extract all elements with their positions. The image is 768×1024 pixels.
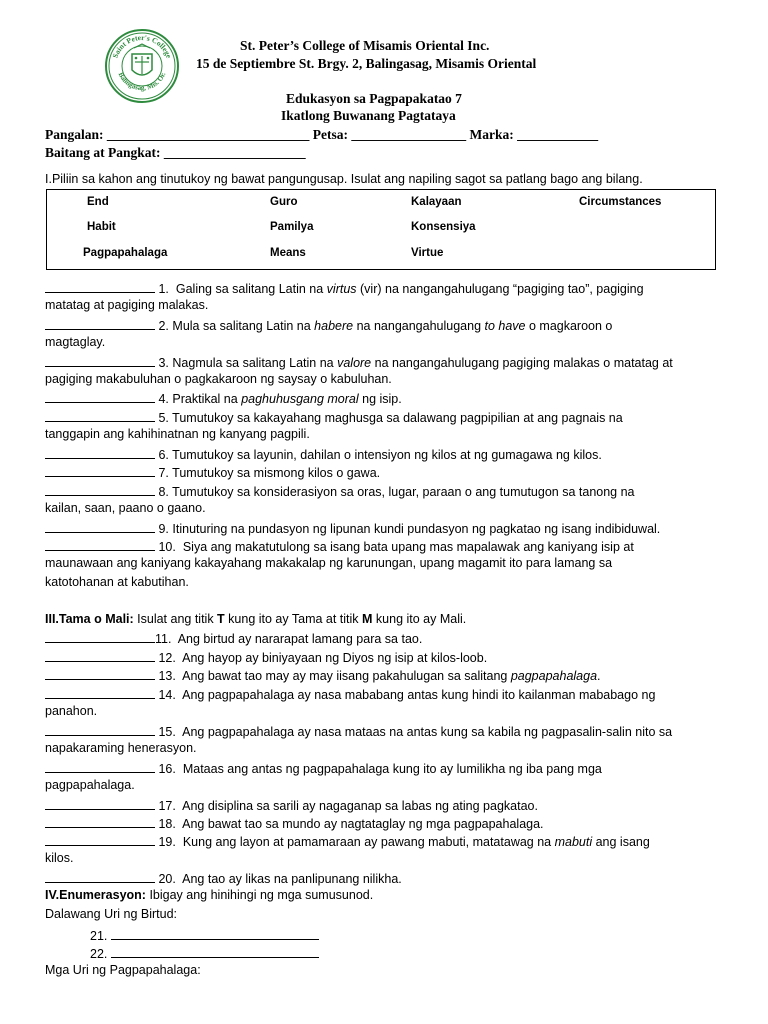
question-text: Itinuturing na pundasyon ng lipunan kundi pundasyon ng pagkatao ng isang indibiduwal. xyxy=(172,522,661,536)
question-15-cont: napakaraming henerasyon. xyxy=(45,741,197,755)
question-text: . xyxy=(597,669,601,683)
question-14-cont: panahon. xyxy=(45,704,98,718)
answer-blank-12[interactable] xyxy=(45,649,155,662)
question-8 xyxy=(45,483,635,499)
italic-term: habere xyxy=(314,319,354,333)
question-text: Kung ang layon at pamamaraan ay pawang mabuti, matatawag na xyxy=(182,835,555,849)
italic-term: valore xyxy=(337,356,372,370)
question-text: Ang hayop ay biniyayaan ng Diyos ng isip at kilos-loob. xyxy=(182,651,488,665)
question-number: 13. xyxy=(158,669,176,683)
score-field[interactable]: ____________ xyxy=(517,127,599,142)
choice-pagpapahalaga: Pagpapahalaga xyxy=(83,247,168,259)
question-number: 15. xyxy=(158,725,176,739)
answer-blank-10[interactable] xyxy=(45,538,155,551)
question-text: Ang bawat tao may ay may iisang pakahulugan sa salitang xyxy=(182,669,511,683)
answer-blank-16[interactable] xyxy=(45,760,155,773)
instruction-text: kung ito ay Mali. xyxy=(372,612,467,626)
italic-term: to have xyxy=(484,319,526,333)
question-18 xyxy=(45,815,544,831)
question-text: Ang pagpapahalaga ay nasa mababang antas kung hindi ito kailanman mababago ng xyxy=(182,688,656,702)
question-text: Ang bawat tao sa mundo ay nagtataglay ng mga pagpapahalaga. xyxy=(182,817,544,831)
question-5-cont: tanggapin ang kahihinatnan ng kanyang pagpili. xyxy=(45,427,310,441)
student-info-row xyxy=(45,127,598,143)
question-7 xyxy=(45,464,380,480)
answer-blank-22[interactable] xyxy=(111,945,319,958)
question-19-cont: kilos. xyxy=(45,851,74,865)
answer-blank-3[interactable] xyxy=(45,354,155,367)
question-text: (vir) na nangangahulugang “pagiging tao”, pagiging xyxy=(356,282,644,296)
answer-blank-9[interactable] xyxy=(45,520,155,533)
answer-blank-11[interactable] xyxy=(45,630,155,643)
question-text: Mula sa salitang Latin na xyxy=(172,319,315,333)
choice-means: Means xyxy=(270,247,306,259)
question-text: Ang pagpapahalaga ay nasa mataas na antas kung sa kabila ng pagpasalin-salin nito sa xyxy=(182,725,673,739)
section-title: IV.Enumerasyon: xyxy=(45,888,146,902)
question-17 xyxy=(45,797,538,813)
section-title: III.Tama o Mali: xyxy=(45,612,134,626)
date-field[interactable]: _________________ xyxy=(351,127,467,142)
question-text: Siya ang makatutulong sa isang bata upang mas mapalawak ang kaniyang isip at xyxy=(182,540,634,554)
question-text: Tumutukoy sa kakayahang maghusga sa dalawang pagpipilian at ang pagnais na xyxy=(172,411,623,425)
question-4 xyxy=(45,390,402,406)
enum-item-21 xyxy=(90,927,319,943)
question-number: 4. xyxy=(158,392,169,406)
date-label: Petsa: xyxy=(312,127,348,142)
choice-pamilya: Pamilya xyxy=(270,221,314,233)
question-12 xyxy=(45,649,487,665)
item-number: 22. xyxy=(90,947,108,961)
italic-term: paghuhusgang moral xyxy=(241,392,359,406)
instruction-text: Ibigay ang hinihingi ng mga sumusunod. xyxy=(145,888,374,902)
question-10-cont2: katotohanan at kabutihan. xyxy=(45,575,189,589)
question-number: 10. xyxy=(158,540,176,554)
school-name: St. Peter’s College of Misamis Oriental Inc. xyxy=(240,38,490,53)
answer-blank-19[interactable] xyxy=(45,833,155,846)
question-number: 2. xyxy=(158,319,169,333)
question-text: Tumutukoy sa konsiderasiyon sa oras, lugar, paraan o ang tumutugon sa tanong na xyxy=(172,485,635,499)
question-text: Nagmula sa salitang Latin na xyxy=(172,356,338,370)
question-20 xyxy=(45,870,402,886)
question-number: 6. xyxy=(158,448,169,462)
question-2-cont: magtaglay. xyxy=(45,335,106,349)
question-5 xyxy=(45,409,623,425)
question-text: na nangangahulugang xyxy=(353,319,485,333)
grade-info-row xyxy=(45,145,306,161)
question-text: Praktikal na xyxy=(172,392,242,406)
answer-blank-13[interactable] xyxy=(45,667,155,680)
italic-term: virtus xyxy=(326,282,357,296)
choice-habit: Habit xyxy=(87,221,116,233)
question-number: 8. xyxy=(158,485,169,499)
question-number: 14. xyxy=(158,688,176,702)
question-number: 7. xyxy=(158,466,169,480)
score-label: Marka: xyxy=(469,127,514,142)
answer-blank-15[interactable] xyxy=(45,723,155,736)
question-3-cont: pagiging makabuluhan o pagkakaroon ng saysay o kabuluhan. xyxy=(45,372,392,386)
question-number: 12. xyxy=(158,651,176,665)
question-text: o magkaroon o xyxy=(525,319,613,333)
name-field[interactable]: ______________________________ xyxy=(106,127,310,142)
part3-heading xyxy=(45,612,466,626)
choice-virtue: Virtue xyxy=(411,247,444,259)
question-text: Mataas ang antas ng pagpapahalaga kung ito ay lumilikha ng iba pang mga xyxy=(182,762,602,776)
answer-blank-1[interactable] xyxy=(45,280,155,293)
choice-konsensiya: Konsensiya xyxy=(411,221,476,233)
question-10 xyxy=(45,538,634,554)
question-number: 16. xyxy=(158,762,176,776)
svg-text:Balingasag, Mis. Or.: Balingasag, Mis. Or. xyxy=(116,71,168,93)
choice-end: End xyxy=(87,196,109,208)
part1-instruction: I.Piliin sa kahon ang tinutukoy ng bawat pangungusap. Isulat ang napiling sagot sa patlang bago ang bilang. xyxy=(45,172,643,186)
question-15 xyxy=(45,723,672,739)
question-number: 3. xyxy=(158,356,169,370)
instruction-text: Isulat ang titik xyxy=(133,612,218,626)
answer-blank-20[interactable] xyxy=(45,870,155,883)
answer-blank-6[interactable] xyxy=(45,446,155,459)
part4-heading xyxy=(45,888,373,902)
question-10-cont: maunawaan ang kaniyang kakayahang makakalap ng karunungan, upang magamit ito para lamang sa xyxy=(45,556,613,570)
word-choice-box xyxy=(46,189,716,270)
question-13 xyxy=(45,667,601,683)
question-number: 20. xyxy=(158,872,176,886)
answer-blank-5[interactable] xyxy=(45,409,155,422)
question-14 xyxy=(45,686,655,702)
question-text: Tumutukoy sa layunin, dahilan o intensiyon ng kilos at ng gumagawa ng kilos. xyxy=(172,448,602,462)
school-address: 15 de Septiembre St. Brgy. 2, Balingasag, Misamis Oriental xyxy=(196,56,537,71)
question-9 xyxy=(45,520,660,536)
exam-title: Ikatlong Buwanang Pagtataya xyxy=(281,108,456,123)
grade-label: Baitang at Pangkat: xyxy=(45,145,161,160)
answer-blank-14[interactable] xyxy=(45,686,155,699)
question-6 xyxy=(45,446,602,462)
choice-kalayaan: Kalayaan xyxy=(411,196,462,208)
answer-blank-8[interactable] xyxy=(45,483,155,496)
question-text: Ang tao ay likas na panlipunang nilikha. xyxy=(182,872,402,886)
answer-blank-18[interactable] xyxy=(45,815,155,828)
school-seal-logo xyxy=(104,28,180,104)
instruction-text: kung ito ay Tama at titik xyxy=(224,612,363,626)
question-number: 11. xyxy=(155,632,172,646)
question-1-cont: matatag at pagiging malakas. xyxy=(45,298,209,312)
item-number: 21. xyxy=(90,929,108,943)
question-16 xyxy=(45,760,602,776)
answer-blank-2[interactable] xyxy=(45,317,155,330)
name-label: Pangalan: xyxy=(45,127,104,142)
question-text: ang isang xyxy=(592,835,650,849)
subject-title: Edukasyon sa Pagpapakatao 7 xyxy=(286,91,462,106)
question-16-cont: pagpapahalaga. xyxy=(45,778,135,792)
part4-sub2: Mga Uri ng Pagpapahalaga: xyxy=(45,963,201,977)
question-text: Ang birtud ay nararapat lamang para sa tao. xyxy=(177,632,423,646)
question-8-cont: kailan, saan, paano o gaano. xyxy=(45,501,206,515)
question-number: 17. xyxy=(158,799,176,813)
answer-blank-4[interactable] xyxy=(45,390,155,403)
question-19 xyxy=(45,833,650,849)
svg-text:Saint Peter's College: Saint Peter's College xyxy=(110,32,174,60)
letter-t: T xyxy=(217,612,225,626)
enum-item-22 xyxy=(90,945,319,961)
italic-term: mabuti xyxy=(554,835,593,849)
letter-m: M xyxy=(362,612,373,626)
choice-circumstances: Circumstances xyxy=(579,196,662,208)
answer-blank-17[interactable] xyxy=(45,797,155,810)
question-text: Galing sa salitang Latin na xyxy=(175,282,327,296)
question-number: 18. xyxy=(158,817,176,831)
question-11 xyxy=(45,630,422,646)
grade-field[interactable]: _____________________ xyxy=(163,145,306,160)
question-number: 5. xyxy=(158,411,169,425)
question-number: 1. xyxy=(158,282,169,296)
question-1 xyxy=(45,280,644,296)
question-text: ng isip. xyxy=(358,392,402,406)
choice-guro: Guro xyxy=(270,196,298,208)
question-number: 19. xyxy=(158,835,176,849)
question-3 xyxy=(45,354,673,370)
answer-blank-21[interactable] xyxy=(111,927,319,940)
question-text: Tumutukoy sa mismong kilos o gawa. xyxy=(172,466,381,480)
question-text: na nangangahulugang pagiging malakas o matatag at xyxy=(371,356,673,370)
italic-term: pagpapahalaga xyxy=(510,669,598,683)
question-number: 9. xyxy=(158,522,169,536)
question-text: Ang disiplina sa sarili ay nagaganap sa labas ng ating pagkatao. xyxy=(182,799,538,813)
part4-sub1: Dalawang Uri ng Birtud: xyxy=(45,907,178,921)
answer-blank-7[interactable] xyxy=(45,464,155,477)
question-2 xyxy=(45,317,612,333)
